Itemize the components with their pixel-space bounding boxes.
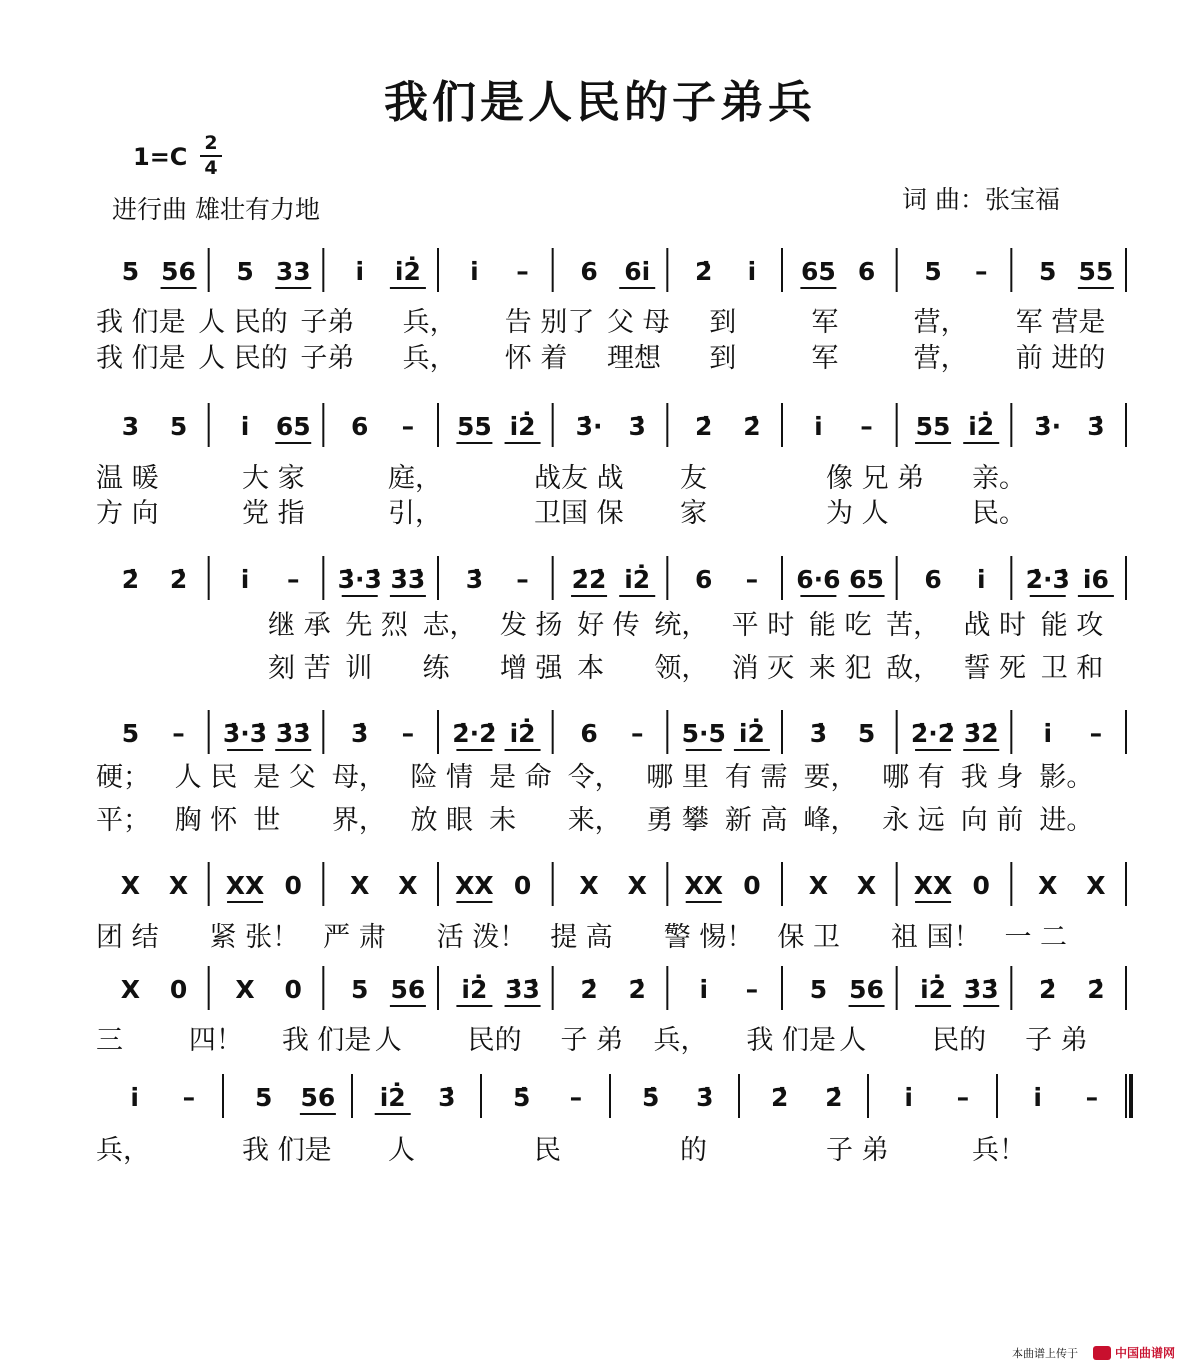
note-beat: X — [235, 975, 255, 1004]
lyric-word: 苦， — [886, 610, 941, 641]
lyric-word: 峰， — [803, 805, 858, 836]
note-beat: 5̇ — [512, 1083, 531, 1112]
note-beat: i̇ — [240, 565, 250, 594]
note-beat: 3̇ — [696, 1083, 714, 1112]
lyric-word: 战 时 — [963, 610, 1027, 641]
lyric-word: 影。 — [1039, 762, 1094, 793]
note-beat: – — [860, 412, 873, 441]
note-beat: 6 — [857, 257, 876, 286]
note-beat: 2̇ — [628, 975, 646, 1004]
lyric-word: 哪 有 — [882, 762, 945, 793]
lyric-word: 卫 和 — [1040, 653, 1104, 684]
note-beat: i̇ — [470, 257, 479, 286]
note-beat: 3̇3̇ — [505, 975, 540, 1004]
note-beat: 5 — [121, 257, 140, 286]
lyric-word: 令， — [567, 762, 622, 793]
lyric-word: 兵， — [402, 343, 457, 374]
note-beat: 2̇ — [1039, 975, 1057, 1004]
note-beat: XX — [684, 871, 724, 900]
note-beat: 3̇ — [809, 719, 828, 748]
note-beat: – — [745, 565, 759, 594]
lyric-word: 平； — [96, 805, 150, 836]
note-beat: 3̇·3̇ — [337, 565, 382, 594]
note-beat: 65 — [275, 412, 311, 441]
lyric-word: 人 民的 — [198, 343, 288, 374]
note-beat: 0 — [743, 871, 761, 900]
note-beat: 6 — [695, 565, 713, 594]
lyric-word: 训 — [345, 653, 373, 684]
lyric-word: 团 结 — [96, 922, 159, 953]
lyric-word: 民的 — [932, 1025, 987, 1056]
note-beat: – — [956, 1083, 970, 1112]
lyric-word: 的 — [680, 1135, 707, 1166]
lyric-word: 兵！ — [972, 1135, 1026, 1166]
lyric-word: 进。 — [1039, 805, 1094, 836]
note-beat: 3̇ — [465, 565, 484, 594]
note-beat: 2̇·2̇ — [910, 719, 956, 748]
lyric-word: 誓 死 — [963, 653, 1027, 684]
lyric-word: 胸 怀 — [174, 805, 238, 836]
note-beat: X — [579, 871, 599, 900]
lyric-word: 先 烈 — [345, 610, 408, 641]
lyric-word: 军 — [811, 307, 839, 338]
note-beat: 3̇3̇ — [390, 565, 426, 594]
note-beat: 2̇ — [121, 565, 140, 594]
lyric-word: 来， — [567, 805, 622, 836]
lyric-word: 保 卫 — [777, 922, 840, 953]
note-beat: i̇2̇ — [509, 719, 536, 748]
note-beat: i̇ — [240, 412, 250, 441]
lyric-word: 像 兄 弟 — [826, 463, 925, 494]
lyric-word: 怀 着 — [504, 343, 568, 374]
lyric-word: 子弟 — [300, 343, 355, 374]
note-beat: 3 — [121, 412, 140, 441]
lyric-word: 为 人 — [826, 498, 889, 529]
note-beat: – — [401, 412, 415, 441]
note-beat: 0 — [972, 871, 990, 900]
note-beat: XX — [913, 871, 953, 900]
note-beat: – — [1089, 719, 1103, 748]
lyric-word: 营， — [913, 307, 968, 338]
note-beat: i̇2̇ — [379, 1083, 406, 1112]
lyric-word: 提 高 — [550, 922, 613, 953]
key-signature: 1=C — [133, 143, 188, 171]
lyric-word: 能 攻 — [1040, 610, 1104, 641]
lyric-word: 险 情 — [410, 762, 474, 793]
note-beat: i̇2̇ — [968, 412, 995, 441]
note-beat: i̇2̇ — [509, 412, 536, 441]
note-beat: – — [1085, 1083, 1099, 1112]
note-beat: i̇2̇ — [624, 565, 651, 594]
lyric-word: 大 家 — [242, 463, 305, 494]
lyric-word: 温 暖 — [96, 463, 159, 494]
lyric-word: 新 高 — [724, 805, 788, 836]
lyric-word: 好 传 — [577, 610, 640, 641]
note-beat: 56 — [300, 1083, 336, 1112]
note-beat: 6·6 — [796, 565, 841, 594]
lyric-word: 兵， — [96, 1135, 150, 1166]
note-beat: i̇2̇ — [461, 975, 488, 1004]
lyric-word: 三 — [96, 1025, 123, 1056]
note-beat: – — [516, 565, 529, 594]
lyric-word: 要， — [803, 762, 858, 793]
note-beat: X — [627, 871, 647, 900]
lyric-word: 敌， — [886, 653, 941, 684]
lyric-word: 一 二 — [1004, 922, 1068, 953]
note-beat: 5 — [121, 719, 140, 748]
note-beat: 55 — [915, 412, 951, 441]
lyric-word: 党 指 — [242, 498, 305, 529]
lyric-word: 发 扬 — [499, 610, 563, 641]
note-beat: X — [120, 871, 141, 900]
lyric-word: 人 民的 — [198, 307, 288, 338]
note-beat: i̇ — [1043, 719, 1053, 748]
note-beat: i̇2̇ — [394, 257, 421, 286]
lyric-word: 人 — [388, 1135, 415, 1166]
lyric-word: 勇 攀 — [646, 805, 709, 836]
note-beat: – — [516, 257, 529, 286]
lyric-word: 子 弟 — [826, 1135, 889, 1166]
lyric-word: 是 父 — [253, 762, 316, 793]
note-beat: – — [745, 975, 759, 1004]
lyric-word: 未 — [489, 805, 517, 836]
note-beat: 5 — [1039, 257, 1057, 286]
lyric-word: 世 — [253, 805, 281, 836]
lyric-word: 消 灭 — [731, 653, 795, 684]
lyric-word: 亲。 — [972, 463, 1026, 494]
note-beat: 5 — [236, 257, 254, 286]
note-beat: 2̇ — [695, 412, 713, 441]
note-beat: 56 — [161, 257, 196, 286]
note-beat: 65 — [849, 565, 884, 594]
upload-note: 本曲谱上传于 — [1012, 1347, 1078, 1360]
lyric-word: 我 们是 — [242, 1135, 332, 1166]
note-beat: 0 — [513, 871, 532, 900]
note-beat: 3̇· — [1034, 412, 1062, 441]
lyric-word: 统， — [654, 610, 709, 641]
lyric-word: 永 远 — [882, 805, 945, 836]
note-beat: 56 — [390, 975, 426, 1004]
note-beat: 3̇· — [575, 412, 603, 441]
note-beat: 6 — [580, 257, 598, 286]
note-beat: – — [974, 257, 988, 286]
lyric-word: 前 进的 — [1015, 343, 1106, 374]
note-beat: i̇ — [699, 975, 709, 1004]
lyric-word: 领， — [654, 653, 709, 684]
note-beat: 5 — [169, 412, 188, 441]
note-beat: i̇ — [130, 1083, 139, 1112]
lyric-word: 引， — [388, 498, 442, 529]
lyric-word: 放 眼 — [410, 805, 474, 836]
note-beat: 2̇ — [825, 1083, 843, 1112]
note-beat: 6 — [580, 719, 598, 748]
lyric-word: 人 民 — [174, 762, 238, 793]
tempo-marking: 进行曲 雄壮有力地 — [112, 195, 320, 224]
note-beat: i̇2̇ — [920, 975, 947, 1004]
note-beat: i̇ — [1033, 1083, 1042, 1112]
lyric-word: 界， — [331, 805, 386, 836]
note-beat: 3̇2̇ — [963, 719, 999, 748]
note-beat: 5 — [254, 1083, 273, 1112]
lyric-word: 友 — [680, 463, 707, 494]
page-title: 我们是人民的子弟兵 — [384, 77, 816, 128]
lyric-word: 哪 里 — [646, 762, 709, 793]
note-beat: X — [168, 871, 189, 900]
note-beat: 33 — [275, 257, 311, 286]
note-beat: 6 — [351, 412, 369, 441]
lyric-word: 庭， — [388, 463, 442, 494]
note-beat: 65 — [801, 257, 836, 286]
note-beat: 0 — [284, 871, 302, 900]
lyric-word: 练 — [422, 653, 450, 684]
note-beat: 56 — [849, 975, 884, 1004]
lyric-word: 刻 苦 — [268, 653, 331, 684]
lyric-word: 硬； — [96, 762, 150, 793]
lyric-word: 严 肃 — [323, 922, 386, 953]
note-beat: i̇ — [747, 257, 757, 286]
note-beat: 2̇ — [695, 257, 713, 286]
lyric-word: 志， — [422, 610, 477, 641]
note-beat: 2̇ — [580, 975, 598, 1004]
note-beat: – — [182, 1083, 196, 1112]
note-beat: XX — [455, 871, 494, 900]
note-beat: 6 — [924, 565, 942, 594]
note-beat: 3̇3̇ — [275, 719, 311, 748]
lyric-word: 能 吃 — [808, 610, 872, 641]
site-logo-text: 中国曲谱网 — [1115, 1346, 1176, 1360]
lyric-word: 卫国 保 — [534, 498, 624, 529]
lyric-word: 来 犯 — [808, 653, 872, 684]
note-beat: XX — [225, 871, 265, 900]
lyric-word: 子 弟 — [1025, 1025, 1088, 1056]
lyric-word: 我 身 — [960, 762, 1024, 793]
note-beat: 6i̇ — [624, 257, 651, 286]
lyric-word: 兵， — [402, 307, 457, 338]
lyric-word: 向 前 — [960, 805, 1024, 836]
lyric-word: 告 别了 — [504, 307, 595, 338]
note-beat: X — [808, 871, 829, 900]
note-beat: i̇2̇ — [738, 719, 765, 748]
lyric-word: 民。 — [972, 498, 1026, 529]
note-beat: – — [286, 565, 300, 594]
time-signature-bottom: 4 — [204, 157, 218, 179]
lyric-word: 营， — [913, 343, 968, 374]
lyric-word: 民的 — [467, 1025, 522, 1056]
note-beat: 2̇ — [743, 412, 761, 441]
lyric-word: 平 时 — [731, 610, 795, 641]
note-beat: 2̇2̇ — [571, 565, 607, 594]
note-beat: – — [630, 719, 644, 748]
note-beat: 5 — [857, 719, 876, 748]
lyric-word: 兵， — [653, 1025, 708, 1056]
note-beat: 3̇3̇ — [963, 975, 999, 1004]
lyric-word: 理想 — [607, 343, 661, 374]
lyric-word: 本 — [577, 653, 605, 684]
note-beat: 3̇ — [628, 412, 646, 441]
note-beat: 5 — [809, 975, 828, 1004]
lyric-word: 四！ — [188, 1025, 243, 1056]
note-beat: 3̇ — [438, 1083, 456, 1112]
site-logo-icon — [1093, 1346, 1111, 1360]
lyric-word: 是 命 — [489, 762, 552, 793]
note-beat: 3̇ — [351, 719, 369, 748]
note-beat: 3̇ — [1087, 412, 1105, 441]
note-beat: 5 — [351, 975, 369, 1004]
note-beat: X — [1038, 871, 1058, 900]
note-beat: i̇ — [976, 565, 986, 594]
note-beat: 5 — [924, 257, 942, 286]
site-logo[interactable] — [1093, 1344, 1193, 1362]
note-beat: 3̇·3̇ — [222, 719, 268, 748]
lyric-word: 警 惕！ — [663, 922, 754, 953]
lyric-word: 民 — [534, 1135, 561, 1166]
lyric-word: 战友 战 — [534, 463, 624, 494]
lyric-word: 军 营是 — [1015, 307, 1106, 338]
lyric-word: 子弟 — [300, 307, 355, 338]
lyric-word: 方 向 — [96, 498, 159, 529]
note-beat: i̇ — [904, 1083, 913, 1112]
lyric-word: 人 — [839, 1025, 867, 1056]
composer-credit: 词 曲：张宝福 — [902, 185, 1060, 214]
lyric-word: 我 们是 — [746, 1025, 836, 1056]
note-beat: X — [120, 975, 141, 1004]
lyric-word: 我 们是 — [96, 343, 186, 374]
note-beat: 5̇ — [641, 1083, 660, 1112]
lyric-word: 子 弟 — [560, 1025, 624, 1056]
note-beat: X — [856, 871, 877, 900]
time-signature-top: 2 — [204, 132, 218, 154]
lyric-word: 紧 张！ — [209, 922, 300, 953]
note-beat: i̇ — [814, 412, 823, 441]
lyric-word: 活 泼！ — [436, 922, 527, 953]
lyric-word: 祖 国！ — [890, 922, 981, 953]
note-beat: X — [398, 871, 418, 900]
note-beat: 5·5 — [681, 719, 726, 748]
lyric-word: 人 — [374, 1025, 402, 1056]
note-beat: – — [569, 1083, 583, 1112]
note-beat: 0 — [169, 975, 188, 1004]
lyric-word: 增 强 — [499, 653, 563, 684]
lyric-word: 我 们是 — [281, 1025, 372, 1056]
lyric-word: 有 需 — [724, 762, 788, 793]
note-beat: i̇ — [355, 257, 365, 286]
note-beat: – — [401, 719, 415, 748]
lyric-word: 继 承 — [268, 610, 331, 641]
note-beat: X — [350, 871, 370, 900]
lyric-word: 家 — [680, 498, 707, 529]
lyric-word: 母， — [331, 762, 386, 793]
note-beat: 2̇·3̇ — [1025, 565, 1070, 594]
note-beat: 55 — [1078, 257, 1114, 286]
note-beat: 2̇ — [169, 565, 188, 594]
note-beat: 2̇ — [1087, 975, 1105, 1004]
note-beat: 0 — [284, 975, 302, 1004]
lyric-word: 到 — [709, 343, 737, 374]
note-beat: i̇6 — [1082, 565, 1109, 594]
lyric-word: 我 们是 — [96, 307, 186, 338]
lyric-word: 到 — [709, 307, 737, 338]
lyric-word: 军 — [811, 343, 839, 374]
note-beat: 55 — [457, 412, 492, 441]
note-beat: 2̇·2̇ — [452, 719, 497, 748]
lyric-word: 父 母 — [607, 307, 670, 338]
note-beat: 2̇ — [770, 1083, 789, 1112]
note-beat: – — [172, 719, 185, 748]
note-beat: X — [1086, 871, 1106, 900]
